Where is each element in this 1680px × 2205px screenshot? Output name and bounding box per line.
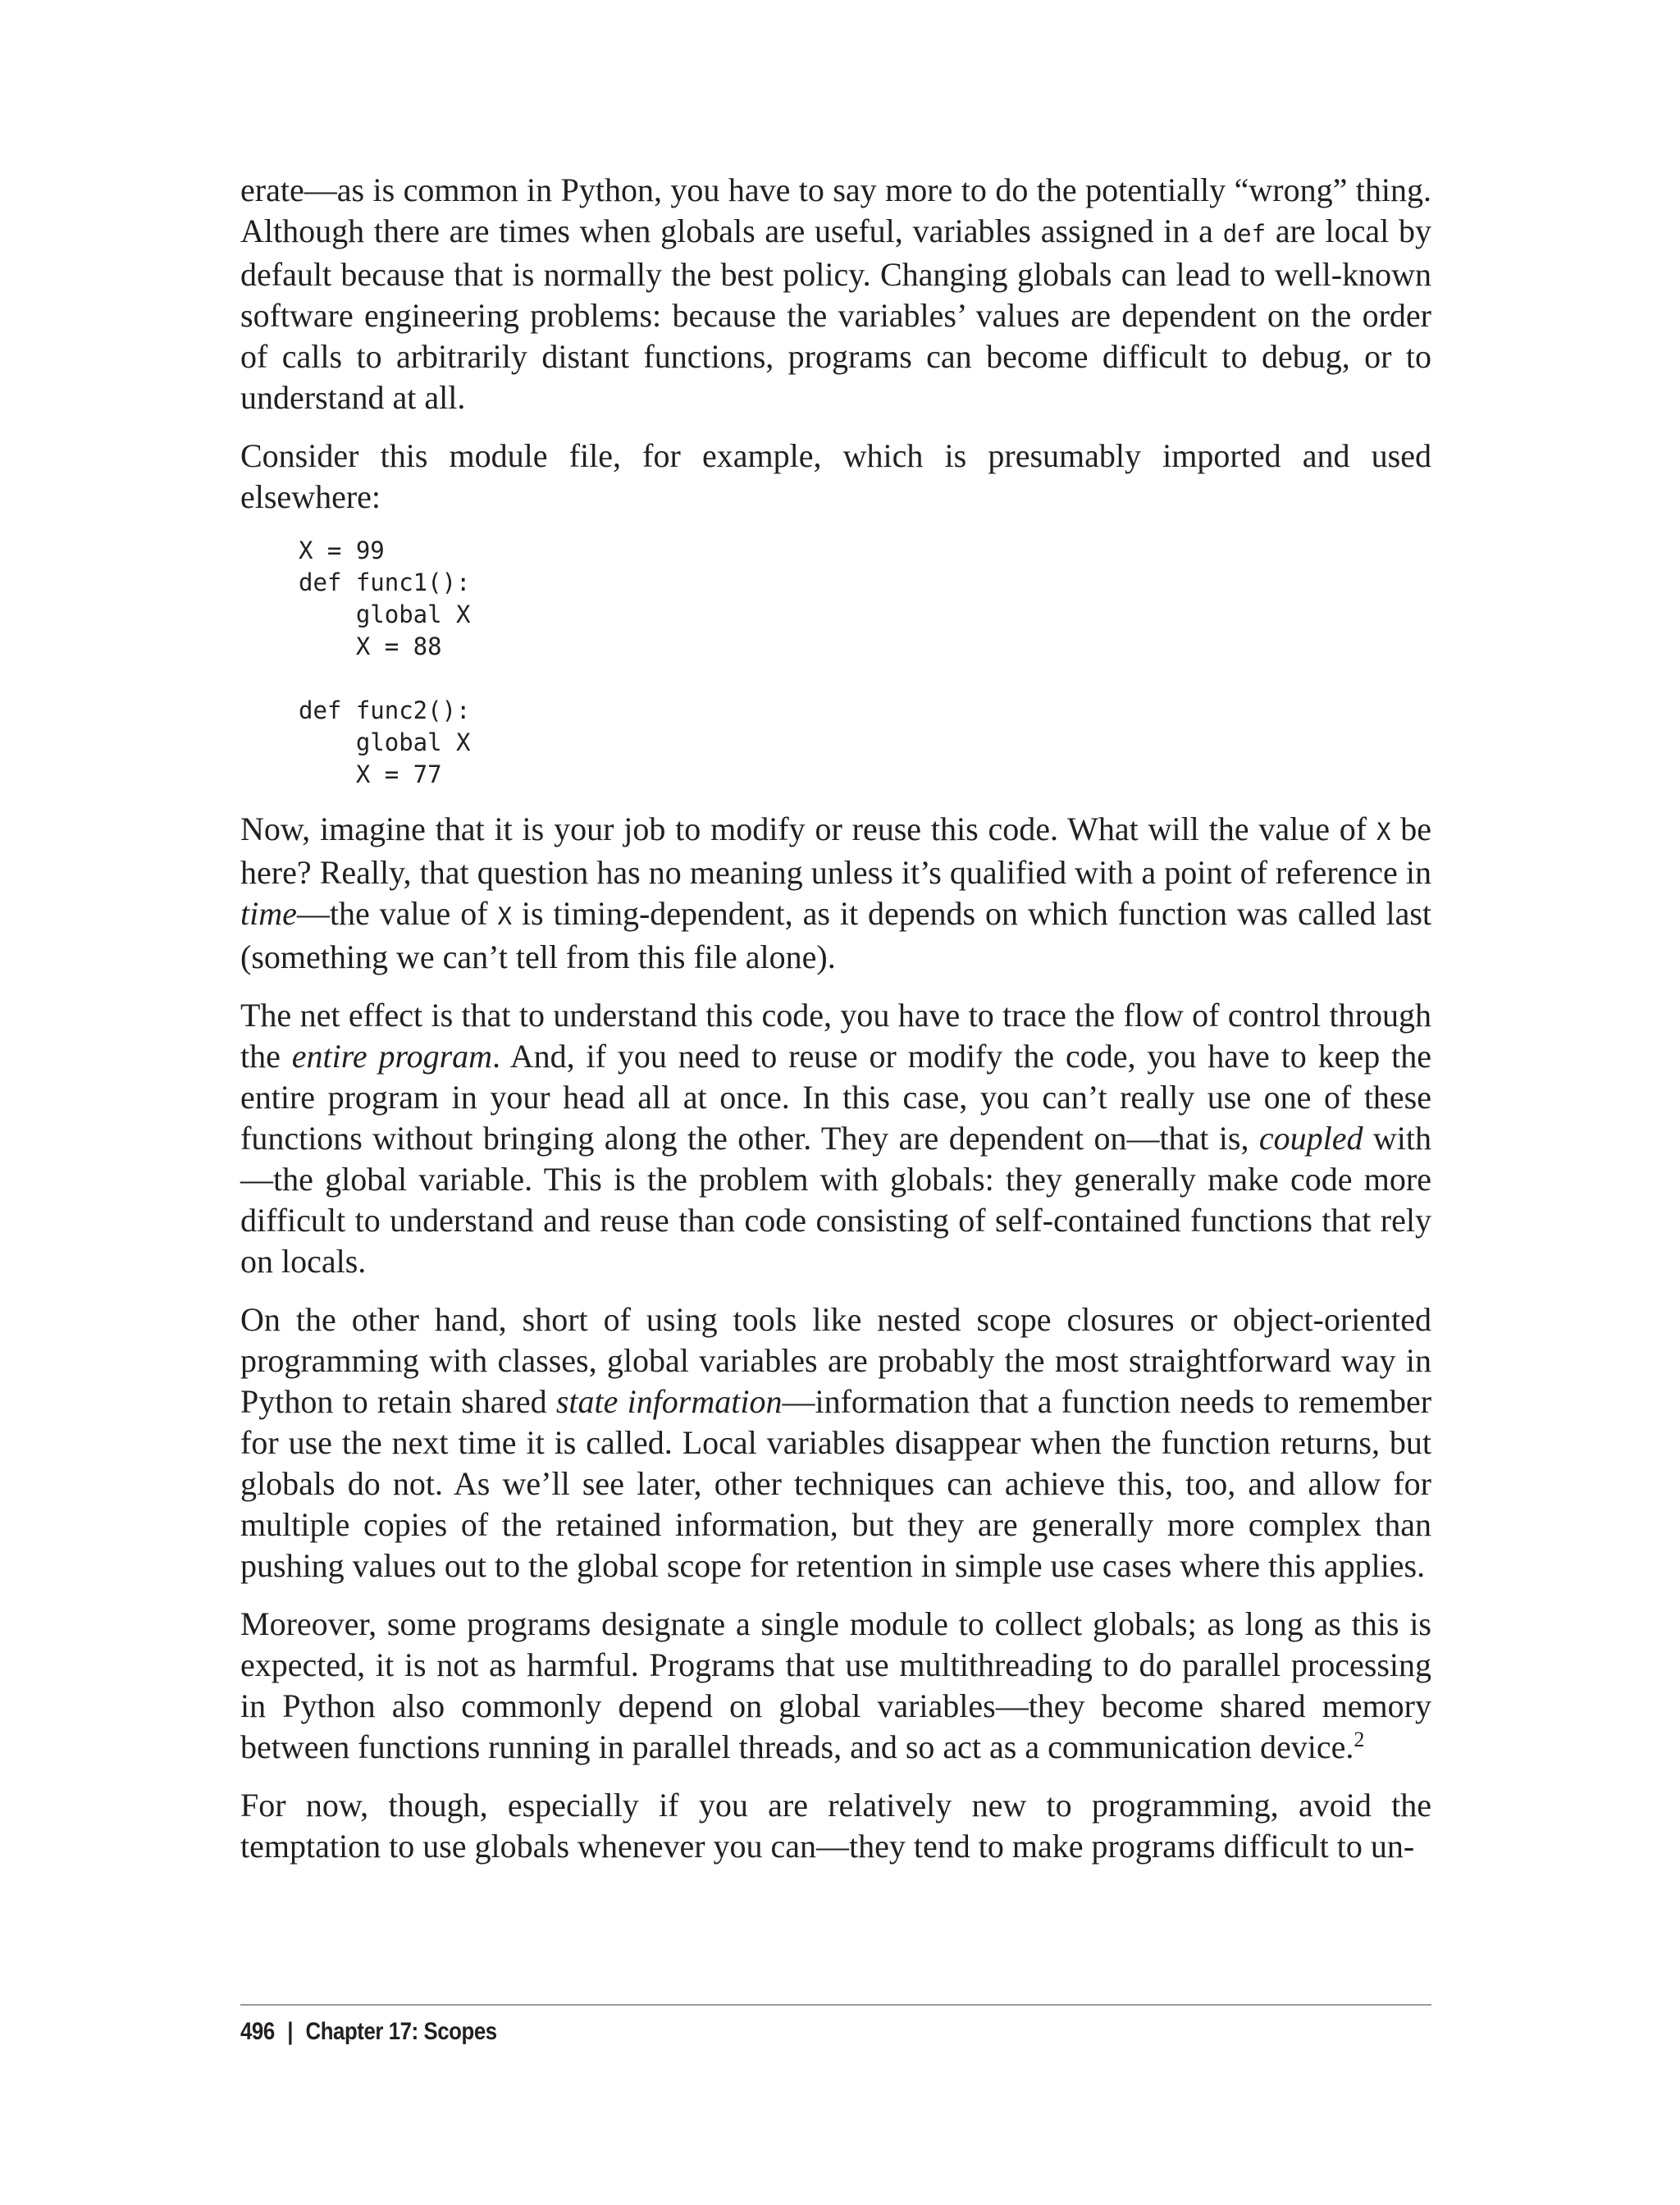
paragraph-3 [240,809,1431,978]
emphasis: time [240,895,297,932]
code-line: X = 77 [299,760,442,788]
text-run: are local by default because that is normally the best policy. Changing globals can lead to well-known software engineering problems: because the variables’ values are dependent on the order of calls to arbitrarily distant functions, programs can become difficult to debug, or to understand at all. [240,212,1432,416]
text-run: Consider this module file, for example, which is presumably imported and used elsewhere: [240,437,1431,515]
code-line: global X [299,728,471,756]
code-line: def func2(): [299,696,471,724]
emphasis: state information [555,1383,783,1420]
code-line: def func1(): [299,568,471,596]
paragraph-4 [240,995,1431,1282]
code-line: X = 88 [299,632,442,660]
paragraph-7 [240,1785,1431,1867]
paragraph-2 [240,436,1431,518]
code-line: global X [299,600,471,628]
text-run: is timing-dependent, as it depends on which function was called last (something we can’t tell from this file alone). [240,895,1432,975]
text-run: For now, though, especially if you are relatively new to programming, avoid the temptation to use globals whenever you can—they tend to make programs difficult to un- [240,1787,1431,1865]
footer-separator: | [287,2018,294,2045]
text-run: Moreover, some programs designate a single module to collect globals; as long as this is expected, it is not as harmful. Programs that use multithreading to do parallel processing in Python also commonly depend on global variables—they become shared memory between functions running in parallel threads, and so act as a communication device. [240,1605,1431,1765]
footnote-marker[interactable]: 2 [1354,1728,1365,1751]
code-line-blank [299,663,1431,695]
paragraph-5 [240,1299,1431,1586]
chapter-title: Chapter 17: Scopes [305,2018,497,2045]
emphasis: entire program [291,1038,493,1075]
emphasis: coupled [1258,1120,1363,1157]
paragraph-6 [240,1604,1431,1768]
inline-code: X [1376,818,1391,846]
code-block [299,535,1431,791]
inline-code: def [1222,220,1267,248]
text-run: erate—as is common in Python, you have to say more to do the potentially “wrong” thing. Although there are times when globals are useful, variables assigned in a [240,171,1431,249]
page-number: 496 [240,2018,275,2045]
text-run: Now, imagine that it is your job to modify or reuse this code. What will the value of [240,810,1376,847]
text-run: . And, if you need to reuse or modify the code, you have to keep the entire program in your head all at once. In this case, you can’t really use one of these functions without bringing along the other. They are dependent on—that is, [240,1038,1431,1157]
text-run: —the value of [296,895,498,932]
page-footer [240,2018,497,2046]
inline-code: X [497,902,512,930]
footer-divider [240,2004,1431,2006]
text-run: with—the global variable. This is the problem with globals: they generally make code more difficult to understand and reuse than code consisting of self-contained functions that rely on locals. [240,1120,1431,1280]
text-run: The net effect is that to understand this code, you have to trace the flow of control through the [240,997,1431,1075]
code-line: X = 99 [299,536,385,564]
text-run: —information that a function needs to remember for use the next time it is called. Local variables disappear when the function returns, but globals do not. As we’ll see later, other techniques can achieve this, too, and allow for multiple copies of the retained information, but they are generally more complex than pushing values out to the global scope for retention in simple use cases where this applies. [240,1383,1432,1584]
text-run: On the other hand, short of using tools like nested scope closures or object-oriented programming with classes, global variables are probably the most straightforward way in Python to retain shared [240,1301,1431,1420]
text-run: be here? Really, that question has no meaning unless it’s qualified with a point of reference in [240,810,1431,891]
paragraph-1 [240,170,1431,418]
page-body [240,170,1431,1884]
